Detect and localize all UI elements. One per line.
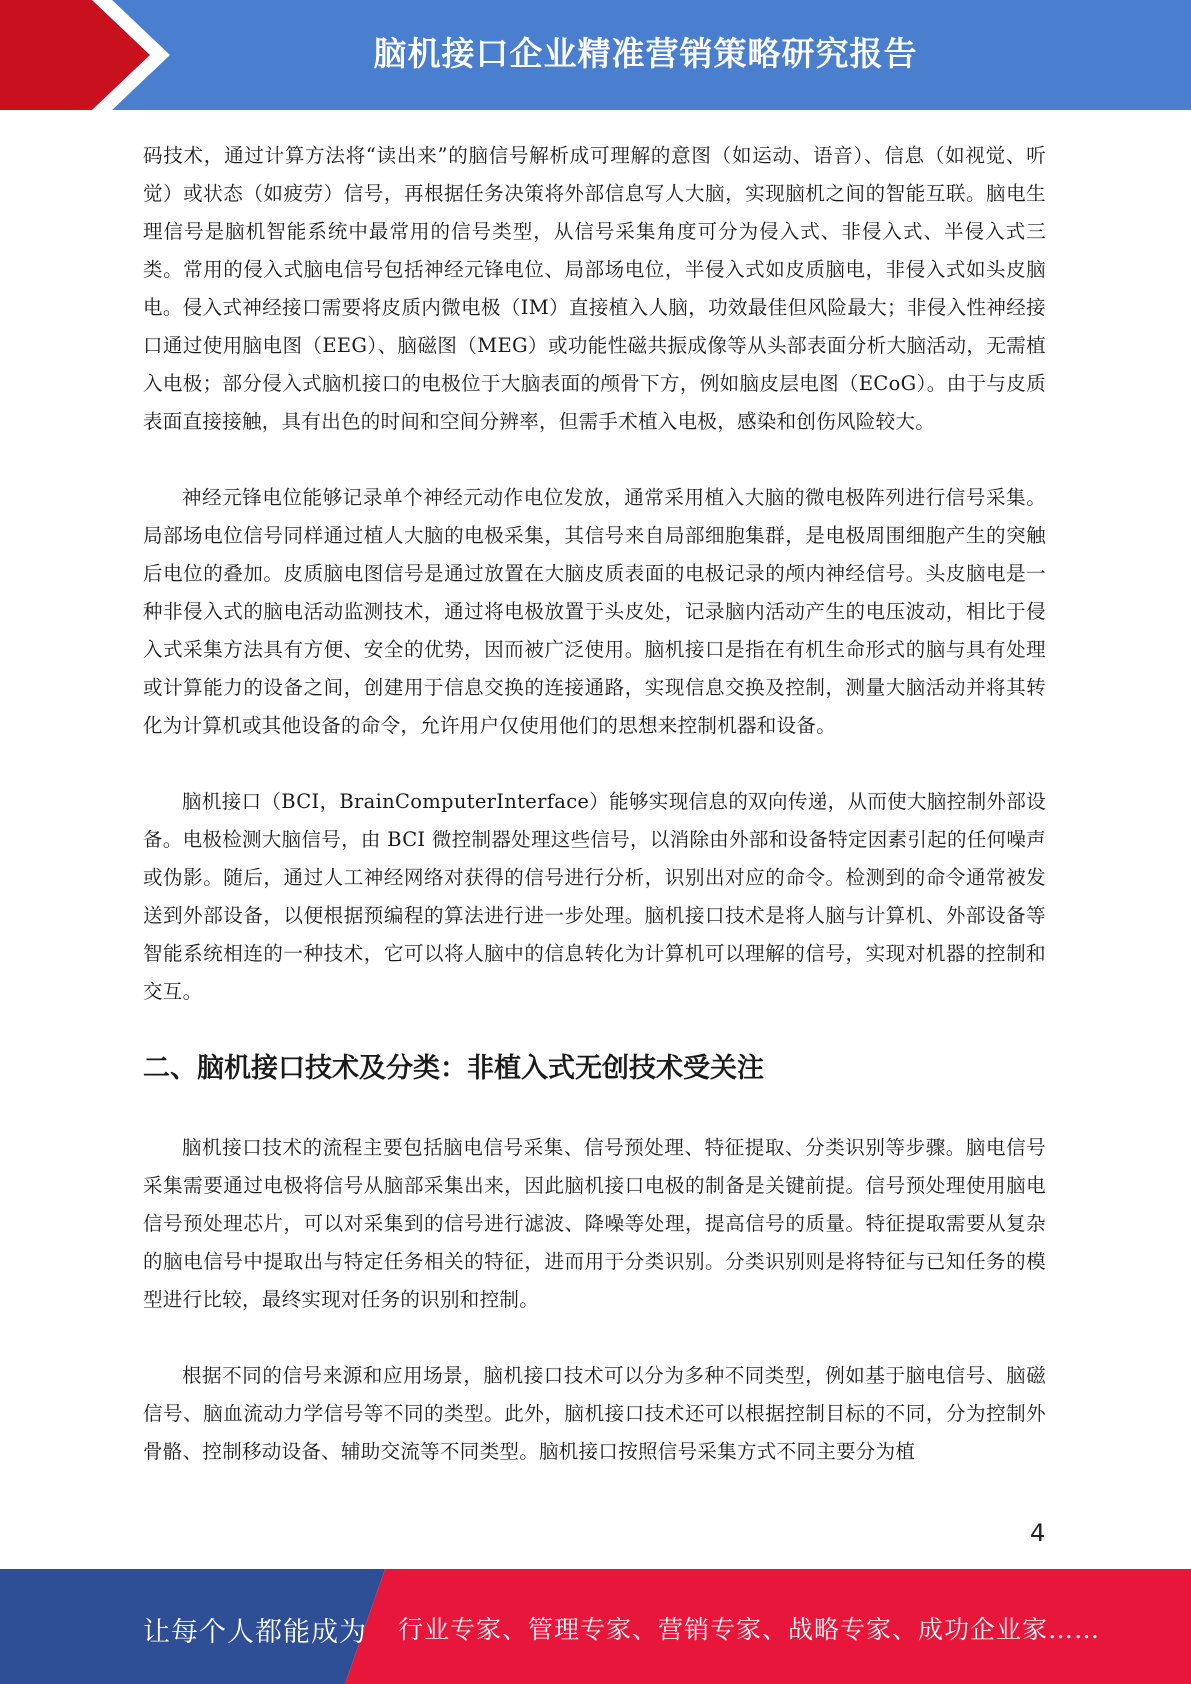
paragraph-4: 脑机接口技术的流程主要包括脑电信号采集、信号预处理、特征提取、分类识别等步骤。脑电信号采集需要通过电极将信号从脑部采集出来，因此脑机接口电极的制备是关键前提。信号预处理使用脑电信号预处理芯片，可以对采集到的信号进行滤波、降噪等处理，提高信号的质量。特征提取需要从复杂的脑电信号中提取出与特定任务相关的特征，进而用于分类识别。分类识别则是将特征与已知任务的模型进行比较，最终实现对任务的识别和控制。	[143, 1136, 1046, 1311]
body-content	[143, 137, 1046, 1509]
paragraph-2: 神经元锋电位能够记录单个神经元动作电位发放，通常采用植入大脑的微电极阵列进行信号采集。局部场电位信号同样通过植人大脑的电极采集，其信号来自局部细胞集群，是电极周围细胞产生的突触后电位的叠加。皮质脑电图信号是通过放置在大脑皮质表面的电极记录的颅内神经信号。头皮脑电是一种非侵入式的脑电活动监测技术，通过将电极放置于头皮处，记录脑内活动产生的电压波动，相比于侵入式采集方法具有方便、安全的优势，因而被广泛使用。脑机接口是指在有机生命形式的脑与具有处理或计算能力的设备之间，创建用于信息交换的连接通路，实现信息交换及控制，测量大脑活动并将其转化为计算机或其他设备的命令，允许用户仅使用他们的思想来控制机器和设备。	[143, 486, 1046, 737]
paragraph-3: 脑机接口（BCI，BrainComputerInterface）能够实现信息的双向传递，从而使大脑控制外部设备。电极检测大脑信号，由 BCI 微控制器处理这些信号，以消除由外部和设备特定因素引起的任何噪声或伪影。随后，通过人工神经网络对获得的信号进行分析，识别出对应的命令。检测到的命令通常被发送到外部设备，以便根据预编程的算法进行进一步处理。脑机接口技术是将人脑与计算机、外部设备等智能系统相连的一种技术，它可以将人脑中的信息转化为计算机可以理解的信号，实现对机器的控制和交互。	[143, 790, 1046, 1003]
section-heading: 二、脑机接口技术及分类：非植入式无创技术受关注	[143, 1053, 764, 1084]
page-number: 4	[1030, 1519, 1046, 1547]
paragraph-1: 码技术，通过计算方法将“读出来”的脑信号解析成可理解的意图（如运动、语音）、信息（如视觉、听觉）或状态（如疲劳）信号，再根据任务决策将外部信息写人大脑，实现脑机之间的智能互联。脑电生理信号是脑机智能系统中最常用的信号类型，从信号采集角度可分为侵入式、非侵入式、半侵入式三类。常用的侵入式脑电信号包括神经元锋电位、局部场电位，半侵入式如皮质脑电，非侵入式如头皮脑电。侵入式神经接口需要将皮质内微电极（IM）直接植入人脑，功效最佳但风险最大；非侵入性神经接口通过使用脑电图（EEG）、脑磁图（MEG）或功能性磁共振成像等从头部表面分析大脑活动，无需植入电极；部分侵入式脑机接口的电极位于大脑表面的颅骨下方，例如脑皮层电图（ECoG）。由于与皮质表面直接接触，具有出色的时间和空间分辨率，但需手术植入电极，感染和创伤风险较大。	[143, 144, 1046, 433]
page-header	[0, 0, 1191, 110]
footer-slogan-right: 行业专家、管理专家、营销专家、战略专家、成功企业家……	[398, 1615, 1101, 1644]
report-title: 脑机接口企业精准营销策略研究报告	[373, 34, 918, 73]
paragraph-5: 根据不同的信号来源和应用场景，脑机接口技术可以分为多种不同类型，例如基于脑电信号、脑磁信号、脑血流动力学信号等不同的类型。此外，脑机接口技术还可以根据控制目标的不同，分为控制外骨骼、控制移动设备、辅助交流等不同类型。脑机接口按照信号采集方式不同主要分为植	[143, 1364, 1046, 1463]
footer-slogan-left: 让每个人都能成为	[143, 1617, 367, 1648]
